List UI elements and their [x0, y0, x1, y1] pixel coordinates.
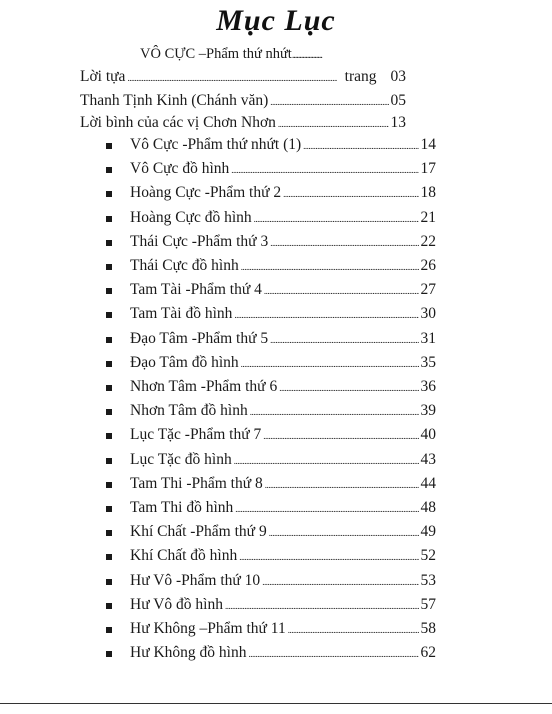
toc-row — [130, 209, 436, 227]
toc-entry-label: Lục Tặc đồ hình — [130, 450, 232, 468]
toc-entry-label: Hoàng Cực đồ hình — [130, 208, 252, 226]
bullet-icon — [106, 264, 112, 270]
toc-row — [130, 572, 436, 590]
bullet-icon — [106, 143, 112, 149]
toc-row — [130, 136, 436, 154]
toc-entry-label: Lục Tặc -Phẩm thứ 7 — [130, 426, 262, 444]
bullet-icon — [106, 506, 112, 512]
toc-entry-label: Khí Chất -Phẩm thứ 9 — [130, 523, 267, 541]
toc-row — [130, 184, 436, 202]
dot-leader — [225, 601, 419, 611]
bullet-icon — [106, 167, 112, 173]
toc-entry-label: Lời bình của các vị Chơn Nhơn — [80, 114, 276, 131]
toc-row — [130, 596, 436, 614]
dot-leader — [234, 456, 419, 466]
toc-subtitle-text: VÔ CỰC –Phẩm thứ nhứt — [140, 46, 292, 62]
bullet-icon — [106, 482, 112, 488]
toc-row — [130, 160, 436, 178]
dot-leader — [269, 528, 419, 538]
toc-page-number: 27 — [420, 281, 436, 299]
dot-leader — [288, 625, 419, 635]
toc-page-number: 48 — [420, 499, 436, 516]
toc-page-number: 62 — [420, 644, 436, 662]
toc-entry-label: Thanh Tịnh Kinh (Chánh văn) — [80, 92, 269, 109]
toc-row — [80, 114, 406, 132]
toc-row — [130, 426, 436, 444]
toc-page-number: 13 — [390, 114, 406, 131]
toc-row — [80, 68, 406, 86]
toc-row — [130, 330, 436, 348]
toc-entry-label: Nhơn Tâm đồ hình — [130, 402, 248, 420]
bullet-icon — [106, 651, 112, 657]
dot-leader — [235, 504, 418, 514]
toc-entry-label: Lời tựa — [80, 68, 126, 85]
dot-leader — [127, 73, 336, 83]
dot-leader — [263, 431, 418, 441]
toc-entry-label: Hoàng Cực -Phẩm thứ 2 — [130, 184, 282, 202]
toc-page-number: 58 — [420, 620, 436, 637]
dot-leader — [254, 214, 419, 224]
bullet-icon — [106, 361, 112, 367]
toc-page-number: 18 — [420, 184, 436, 202]
toc-row — [130, 475, 436, 493]
dot-leader — [303, 141, 418, 151]
bullet-icon — [106, 433, 112, 439]
dot-leader — [231, 165, 418, 175]
toc-entry-label: Tam Thi đồ hình — [130, 499, 234, 516]
bullet-icon — [106, 191, 112, 197]
dot-leader — [241, 359, 419, 369]
dot-leader — [278, 119, 389, 129]
toc-row — [130, 305, 436, 323]
toc-entry-label: Nhơn Tâm -Phẩm thứ 6 — [130, 378, 278, 395]
bullet-icon — [106, 409, 112, 415]
toc-entry-label: Hư Vô đồ hình — [130, 595, 223, 613]
toc-entry-label: Tam Thi -Phẩm thứ 8 — [130, 474, 263, 492]
toc-page-number: 31 — [420, 329, 436, 347]
toc-row — [130, 547, 436, 565]
toc-page-number: 52 — [420, 547, 436, 565]
bullet-icon — [106, 603, 112, 609]
toc-page-number: 30 — [420, 305, 436, 323]
toc-entry-label: Vô Cực -Phẩm thứ nhứt (1) — [130, 136, 302, 153]
bullet-icon — [106, 579, 112, 585]
toc-page-number: 05 — [390, 92, 406, 109]
toc-row — [130, 233, 436, 251]
toc-row — [130, 281, 436, 299]
toc-page-number: 14 — [420, 136, 436, 153]
toc-row — [130, 451, 436, 469]
toc-subtitle — [140, 46, 322, 63]
toc-row — [130, 378, 436, 396]
dot-leader — [262, 577, 418, 587]
dot-leader — [234, 310, 418, 320]
toc-page-number: 26 — [420, 257, 436, 274]
toc-page-number: 21 — [420, 208, 436, 226]
toc-entry-label: Thái Cực -Phẩm thứ 3 — [130, 232, 269, 250]
dot-leader — [279, 383, 418, 393]
dot-leader — [270, 335, 418, 345]
toc-page-number: 53 — [420, 571, 436, 589]
toc-row — [130, 644, 436, 662]
bullet-icon — [106, 458, 112, 464]
bullet-icon — [106, 216, 112, 222]
toc-row — [130, 523, 436, 541]
toc-page-number: 57 — [420, 595, 436, 613]
toc-row — [130, 402, 436, 420]
bullet-icon — [106, 288, 112, 294]
toc-trang-label: trang — [344, 68, 377, 85]
toc-row — [130, 257, 436, 275]
toc-entry-label: Khí Chất đồ hình — [130, 547, 238, 565]
toc-row — [130, 354, 436, 372]
toc-entry-label: Hư Không –Phẩm thứ 11 — [130, 620, 286, 637]
dot-leader — [241, 262, 419, 272]
dot-leader — [264, 286, 419, 296]
dot-leader — [239, 552, 418, 562]
bullet-icon — [106, 337, 112, 343]
bullet-icon — [106, 627, 112, 633]
bullet-icon — [106, 240, 112, 246]
toc-entry-label: Tam Tài đồ hình — [130, 305, 233, 323]
toc-page-number: 22 — [420, 232, 436, 250]
toc-row — [80, 92, 406, 110]
toc-entry-label: Tam Tài -Phẩm thứ 4 — [130, 281, 262, 299]
bullet-icon — [106, 385, 112, 391]
toc-page-number: 03 — [390, 68, 406, 85]
bullet-icon — [106, 554, 112, 560]
toc-page-number: 35 — [420, 353, 436, 371]
toc-page-number: 40 — [420, 426, 436, 444]
toc-page-number: 17 — [420, 160, 436, 178]
dot-leader — [270, 238, 418, 248]
dot-leader — [283, 189, 418, 199]
toc-entry-label: Đạo Tâm đồ hình — [130, 353, 239, 371]
toc-row — [130, 499, 436, 517]
toc-page-number: 44 — [420, 474, 436, 492]
dot-leader — [270, 97, 388, 107]
dot-leader — [248, 649, 418, 659]
bottom-rule — [0, 703, 552, 704]
toc-entry-label: Thái Cực đồ hình — [130, 257, 239, 274]
toc-entry-label: Hư Vô -Phẩm thứ 10 — [130, 571, 261, 589]
toc-entry-label: Đạo Tâm -Phẩm thứ 5 — [130, 329, 269, 347]
toc-entry-label: Hư Không đồ hình — [130, 644, 247, 662]
toc-row — [130, 620, 436, 638]
toc-page-number: 39 — [420, 402, 436, 420]
dot-leader — [265, 480, 419, 490]
toc-page-number: 36 — [420, 378, 436, 395]
toc-page-number: 43 — [420, 450, 436, 468]
toc-page-number: 49 — [420, 523, 436, 541]
bullet-icon — [106, 530, 112, 536]
toc-entry-label: Vô Cực đồ hình — [130, 160, 230, 178]
page-title: Mục Lục — [216, 4, 336, 37]
dot-leader: .................... — [291, 50, 322, 61]
dot-leader — [250, 407, 419, 417]
bullet-icon — [106, 312, 112, 318]
